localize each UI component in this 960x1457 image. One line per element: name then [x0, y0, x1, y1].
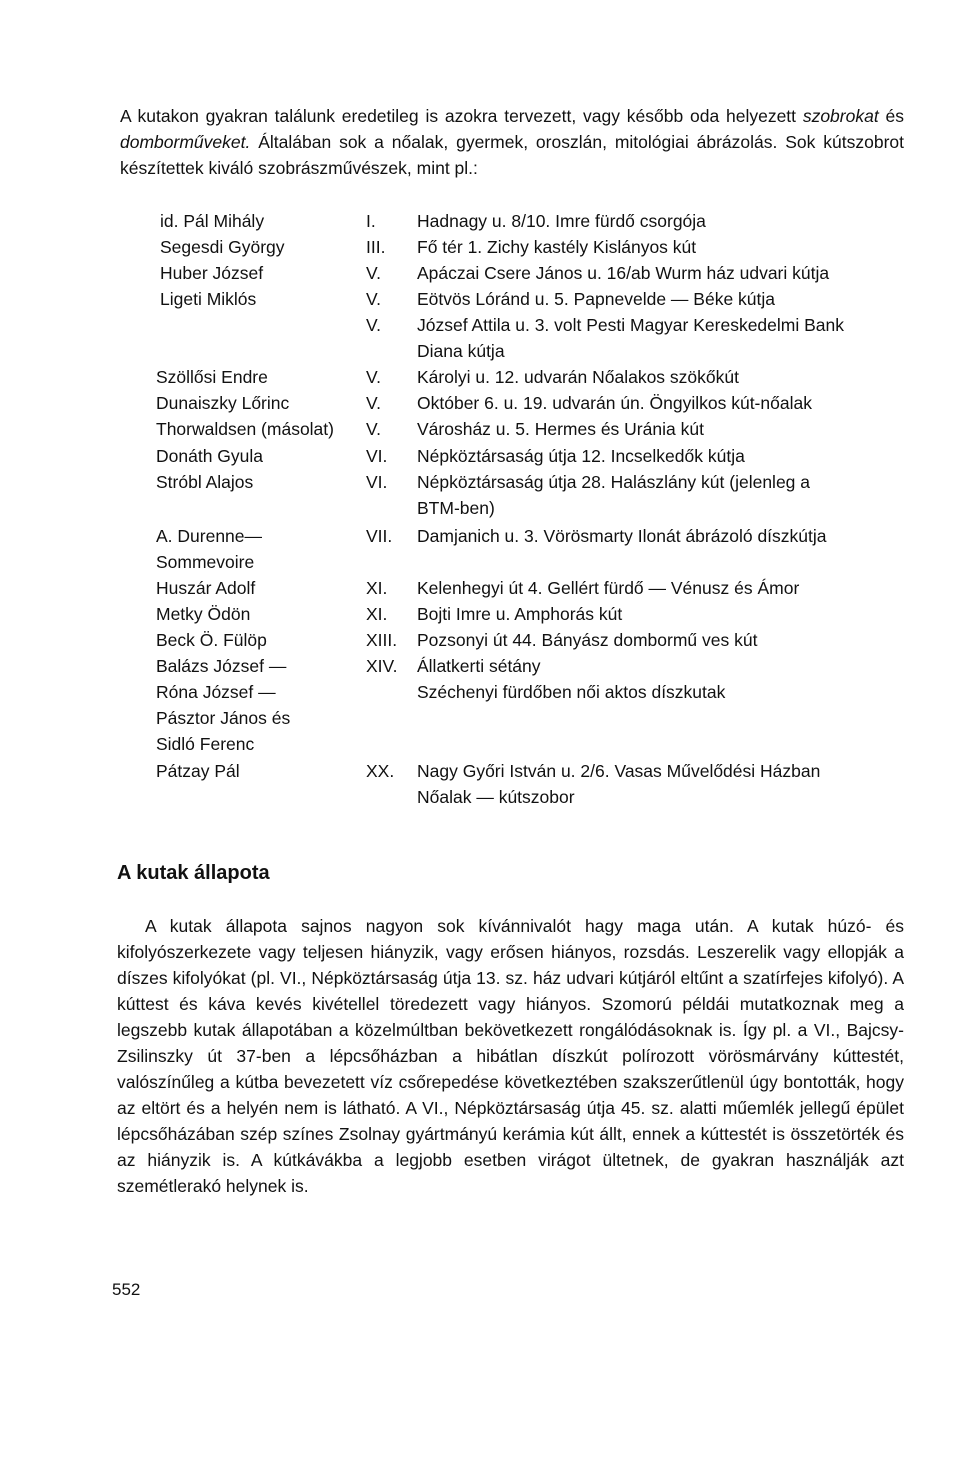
list-row-continuation	[0, 498, 960, 524]
fountain-location: Pozsonyi út 44. Bányász dombormű ves kút	[417, 630, 758, 650]
list-row	[0, 315, 960, 341]
sculptor-name-continued: Sommevoire	[156, 552, 255, 572]
list-row	[0, 419, 960, 445]
fountain-location: Bojti Imre u. Amphorás kút	[417, 604, 623, 624]
list-row	[0, 630, 960, 656]
fountain-location: Kelenhegyi út 4. Gellért fürdő — Vénusz és Ámor	[417, 578, 800, 598]
list-row	[0, 604, 960, 630]
sculptor-name: A. Durenne—	[156, 526, 263, 546]
district-number: XX.	[366, 761, 395, 781]
list-row	[0, 526, 960, 552]
district-number: V.	[366, 419, 381, 439]
district-number: I.	[366, 211, 376, 231]
sculptor-name: Thorwaldsen (másolat)	[156, 419, 334, 439]
fountain-location: Széchenyi fürdőben női aktos díszkutak	[417, 682, 726, 702]
district-number: V.	[366, 393, 381, 413]
list-row-continuation	[0, 552, 960, 578]
fountain-location-continued: BTM-ben)	[417, 498, 495, 518]
list-row	[0, 237, 960, 263]
intro-paragraph	[120, 103, 904, 181]
sculptor-name: Ligeti Miklós	[160, 289, 257, 309]
district-number: V.	[366, 289, 381, 309]
sculptor-name: Róna József —	[156, 682, 276, 702]
intro-italic-2: domborműveket.	[120, 132, 251, 152]
list-row-continuation	[0, 341, 960, 367]
sculptor-name: Segesdi György	[160, 237, 285, 257]
list-row	[0, 367, 960, 393]
sculptor-name: Stróbl Alajos	[156, 472, 254, 492]
fountain-location: Október 6. u. 19. udvarán ún. Öngyilkos kút-nőalak	[417, 393, 812, 413]
sculptor-name: Beck Ö. Fülöp	[156, 630, 267, 650]
sculptor-name: Sidló Ferenc	[156, 734, 255, 754]
list-row	[0, 761, 960, 787]
sculptor-name: Metky Ödön	[156, 604, 251, 624]
district-number: V.	[366, 367, 381, 387]
fountain-location: Damjanich u. 3. Vörösmarty Ilonát ábrázoló díszkútja	[417, 526, 827, 546]
fountain-location: Eötvös Lóránd u. 5. Papnevelde — Béke kútja	[417, 289, 776, 309]
sculptor-name: Pátzay Pál	[156, 761, 240, 781]
sculptor-name: Pásztor János és	[156, 708, 291, 728]
sculptor-name: id. Pál Mihály	[160, 211, 265, 231]
district-number: XI.	[366, 578, 388, 598]
fountain-location: Népköztársaság útja 28. Halászlány kút (jelenleg a	[417, 472, 810, 492]
sculptor-name: Dunaiszky Lőrinc	[156, 393, 290, 413]
fountain-location: Hadnagy u. 8/10. Imre fürdő csorgója	[417, 211, 706, 231]
list-row	[0, 211, 960, 237]
district-number: VII.	[366, 526, 393, 546]
sculptor-name: Huszár Adolf	[156, 578, 256, 598]
sculptor-name: Balázs József —	[156, 656, 287, 676]
intro-text-2: és	[878, 106, 904, 126]
fountain-location-continued: Nőalak — kútszobor	[417, 787, 575, 807]
list-row	[0, 263, 960, 289]
section-heading: A kutak állapota	[117, 862, 270, 884]
page-number: 552	[112, 1280, 141, 1299]
list-row	[0, 682, 960, 708]
sculptor-name: Szöllősi Endre	[156, 367, 268, 387]
paragraph-text: A kutak állapota sajnos nagyon sok kívánnivalót hagy maga után. A kutak húzó- és kifolyószerkezete vagy teljesen hiányzik, vagy erősen hiányos, rozsdás. Leszerelik vagy ellopják a díszes kifolyókat (pl. VI., Népköztársaság útja 13. sz. ház udvari kútjáról eltűnt a szatírfejes kifolyó). A kúttest és káva kevés kivétellel töredezett vagy hiányos. Szomorú példái mutatkoznak meg a legszebb kutak állapotában a közelmúltban bekövetkezett rongálódásoknak is. Így pl. a VI., Bajcsy-Zsilinszky út 37-ben a lépcsőházban a hibátlan díszkút polírozott vörösmárvány kúttestét, valószínűleg a kútba bevezetett víz csőrepedése következtében szakszerűtlenül úgy bontották, hogy az eltört és a helyén nem is látható. A VI., Népköztársaság útja 45. sz. alatti műemlék jellegű épület lépcsőházában szép színes Zsolnay gyártmányú kerámia kút állt, ennek a kúttestét is összetörték és az hiányzik is. A kútkávákba a legjobb esetben virágot ültetnek, de gyakran használják azt szemétlerakó helynek is.	[117, 916, 904, 1196]
list-row	[0, 472, 960, 498]
fountain-location: Apáczai Csere János u. 16/ab Wurm ház udvari kútja	[417, 263, 830, 283]
body-paragraph	[117, 913, 904, 1199]
list-row	[0, 656, 960, 682]
intro-text-1: A kutakon gyakran találunk eredetileg is azokra tervezett, vagy később oda helyezett	[120, 106, 803, 126]
fountain-location: Károlyi u. 12. udvarán Nőalakos szökőkút	[417, 367, 739, 387]
list-row	[0, 446, 960, 472]
list-row	[0, 578, 960, 604]
sculptor-name: Huber József	[160, 263, 264, 283]
list-row	[0, 289, 960, 315]
district-number: III.	[366, 237, 386, 257]
district-number: VI.	[366, 472, 388, 492]
intro-text-3: Általában sok a nőalak, gyermek, oroszlán, mitológiai ábrázolás. Sok kútszobrot készítettek kiváló szobrászművészek, mint pl.:	[120, 132, 904, 178]
intro-italic-1: szobrokat	[802, 106, 879, 126]
list-row	[0, 393, 960, 419]
district-number: XIV.	[366, 656, 398, 676]
list-row	[0, 734, 960, 760]
fountain-location-continued: Diana kútja	[417, 341, 505, 361]
fountain-location: Népköztársaság útja 12. Incselkedők kútja	[417, 446, 745, 466]
fountain-location: Városház u. 5. Hermes és Uránia kút	[417, 419, 704, 439]
district-number: V.	[366, 263, 381, 283]
list-row-continuation	[0, 787, 960, 813]
sculptor-name: Donáth Gyula	[156, 446, 264, 466]
district-number: VI.	[366, 446, 388, 466]
fountain-location: Nagy Győri István u. 2/6. Vasas Művelődési Házban	[417, 761, 821, 781]
district-number: XI.	[366, 604, 388, 624]
district-number: XIII.	[366, 630, 398, 650]
fountain-location: Állatkerti sétány	[417, 656, 541, 676]
list-row	[0, 708, 960, 734]
fountain-location: Fő tér 1. Zichy kastély Kislányos kút	[417, 237, 697, 257]
fountain-location: József Attila u. 3. volt Pesti Magyar Kereskedelmi Bank	[417, 315, 844, 335]
district-number: V.	[366, 315, 381, 335]
